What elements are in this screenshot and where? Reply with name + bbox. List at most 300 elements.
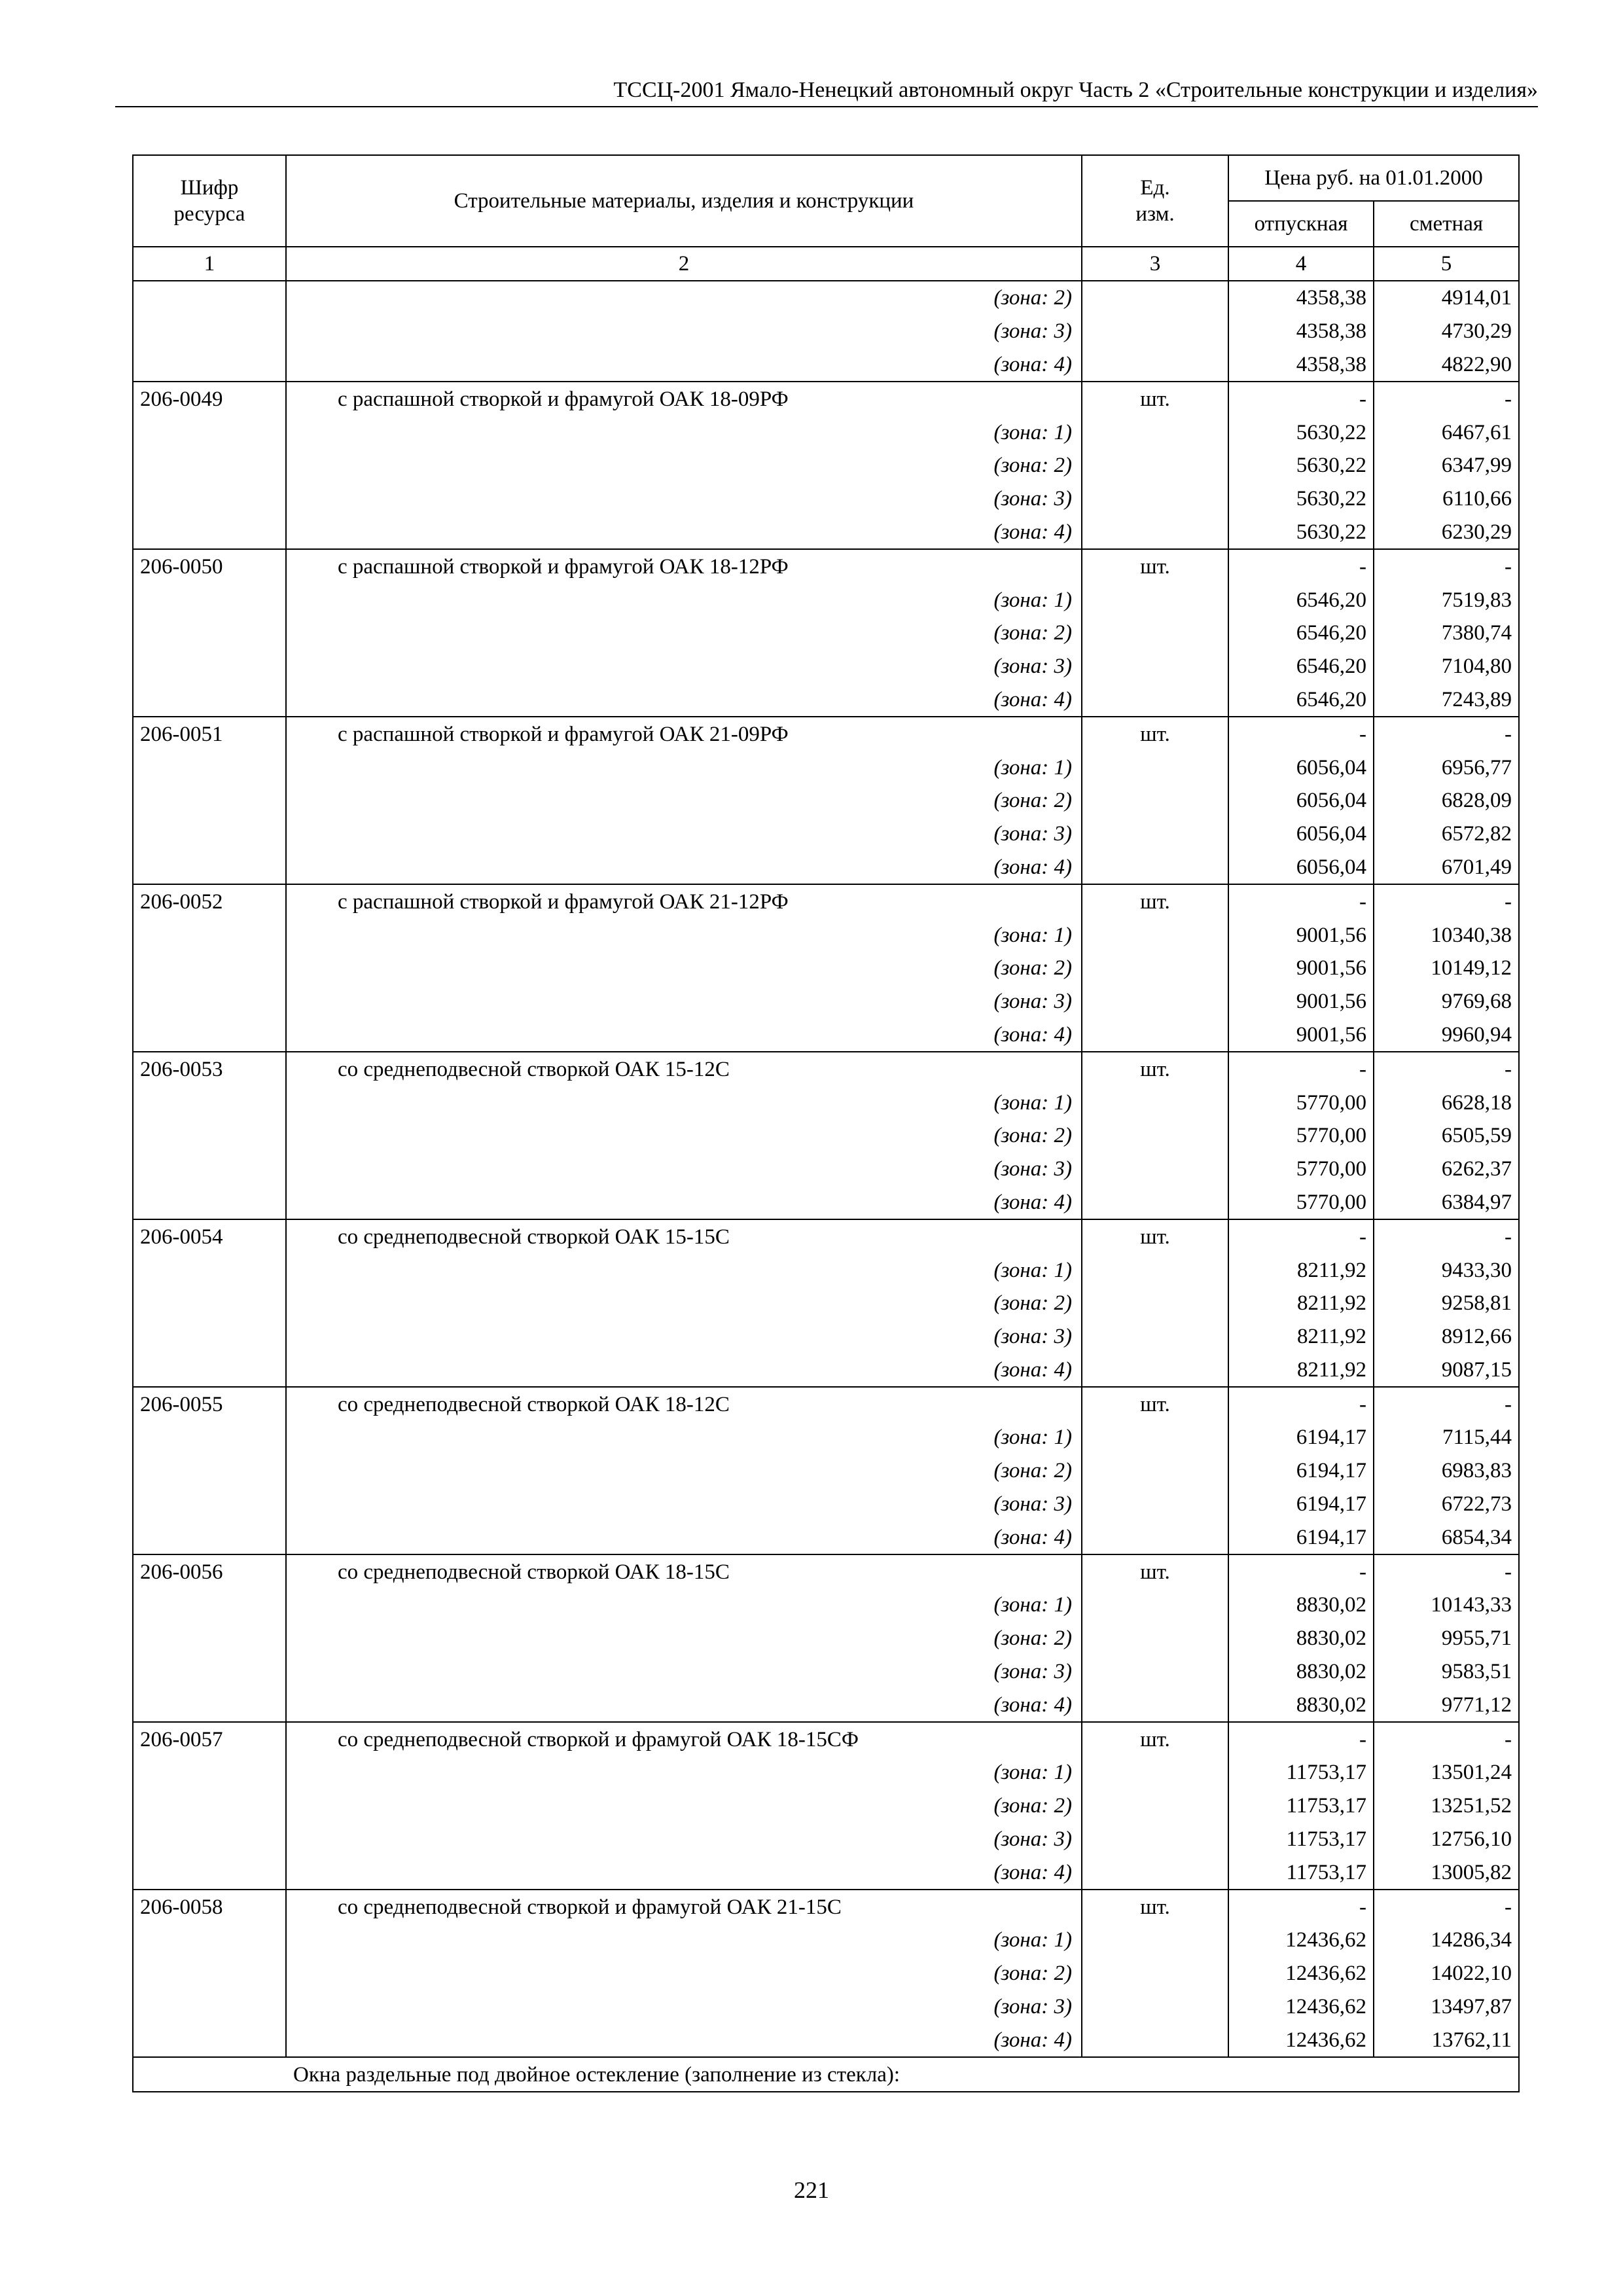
zone-row xyxy=(133,1688,1519,1722)
zone-label: (зона: 1) xyxy=(286,1253,1082,1287)
zone-label: (зона: 4) xyxy=(286,1018,1082,1052)
column-number: 5 xyxy=(1374,247,1519,281)
item-row xyxy=(133,1890,1519,1924)
code-cell xyxy=(133,1789,286,1823)
unit-cell xyxy=(1082,1421,1228,1454)
zone-label: (зона: 3) xyxy=(286,1488,1082,1521)
item-name: со среднеподвесной створкой и фрамугой ОАК 18-15СФ xyxy=(286,1722,1082,1756)
unit-cell xyxy=(1082,1520,1228,1554)
unit-cell xyxy=(1082,1756,1228,1789)
estimate-price: 9583,51 xyxy=(1374,1655,1519,1689)
code-cell xyxy=(133,952,286,985)
code-cell xyxy=(133,1086,286,1119)
header-estimate: сметная xyxy=(1374,201,1519,247)
resource-code: 206-0049 xyxy=(133,382,286,416)
unit-cell xyxy=(1082,784,1228,817)
zone-label: (зона: 2) xyxy=(286,1789,1082,1823)
zone-row xyxy=(133,1253,1519,1287)
code-cell xyxy=(133,918,286,952)
zone-label: (зона: 4) xyxy=(286,348,1082,382)
unit-cell xyxy=(1082,449,1228,482)
release-price: 6546,20 xyxy=(1228,650,1374,683)
resource-code: 206-0050 xyxy=(133,549,286,583)
release-price: 9001,56 xyxy=(1228,1018,1374,1052)
page-number: 221 xyxy=(794,2177,829,2203)
zone-label: (зона: 3) xyxy=(286,1655,1082,1689)
unit-cell xyxy=(1082,851,1228,885)
column-numbers-row xyxy=(133,247,1519,281)
unit-cell xyxy=(1082,315,1228,348)
zone-label: (зона: 1) xyxy=(286,751,1082,784)
zone-label: (зона: 3) xyxy=(286,650,1082,683)
unit-cell xyxy=(1082,617,1228,650)
item-unit: шт. xyxy=(1082,1052,1228,1086)
unit-cell xyxy=(1082,1588,1228,1622)
resource-code: 206-0051 xyxy=(133,717,286,751)
code-cell xyxy=(133,516,286,550)
estimate-price: - xyxy=(1374,1052,1519,1086)
code-cell xyxy=(133,851,286,885)
resource-code: 206-0056 xyxy=(133,1554,286,1588)
code-cell xyxy=(133,1823,286,1856)
estimate-price: 13005,82 xyxy=(1374,1856,1519,1890)
zone-row xyxy=(133,1622,1519,1655)
zone-label: (зона: 4) xyxy=(286,1856,1082,1890)
code-cell xyxy=(133,1354,286,1388)
estimate-price: 10143,33 xyxy=(1374,1588,1519,1622)
zone-label: (зона: 4) xyxy=(286,1520,1082,1554)
code-cell xyxy=(133,751,286,784)
release-price: - xyxy=(1228,382,1374,416)
estimate-price: 6505,59 xyxy=(1374,1119,1519,1153)
zone-label: (зона: 2) xyxy=(286,1957,1082,1990)
header-unit: Ед. изм. xyxy=(1082,155,1228,247)
estimate-price: 9955,71 xyxy=(1374,1622,1519,1655)
resource-code: 206-0058 xyxy=(133,1890,286,1924)
zone-row xyxy=(133,449,1519,482)
zone-label: (зона: 4) xyxy=(286,1186,1082,1220)
zone-label: (зона: 3) xyxy=(286,1153,1082,1186)
unit-cell xyxy=(1082,1622,1228,1655)
item-name: со среднеподвесной створкой ОАК 18-15С xyxy=(286,1554,1082,1588)
code-cell xyxy=(133,1622,286,1655)
code-cell xyxy=(133,1756,286,1789)
unit-cell xyxy=(1082,1688,1228,1722)
code-cell xyxy=(133,985,286,1018)
item-unit: шт. xyxy=(1082,1554,1228,1588)
item-unit: шт. xyxy=(1082,884,1228,918)
release-price: 4358,38 xyxy=(1228,281,1374,315)
code-cell xyxy=(133,683,286,717)
zone-row xyxy=(133,416,1519,449)
estimate-price: 4730,29 xyxy=(1374,315,1519,348)
release-price: 5770,00 xyxy=(1228,1153,1374,1186)
code-cell xyxy=(133,1588,286,1622)
zone-row xyxy=(133,985,1519,1018)
unit-cell xyxy=(1082,918,1228,952)
release-price: 6546,20 xyxy=(1228,583,1374,617)
zone-label: (зона: 1) xyxy=(286,1756,1082,1789)
estimate-price: - xyxy=(1374,717,1519,751)
estimate-price: 6347,99 xyxy=(1374,449,1519,482)
release-price: - xyxy=(1228,1890,1374,1924)
zone-row xyxy=(133,650,1519,683)
code-cell xyxy=(133,583,286,617)
unit-cell xyxy=(1082,650,1228,683)
zone-label: (зона: 1) xyxy=(286,583,1082,617)
zone-label: (зона: 2) xyxy=(286,617,1082,650)
resource-code: 206-0054 xyxy=(133,1219,286,1253)
release-price: 5630,22 xyxy=(1228,516,1374,550)
zone-label: (зона: 2) xyxy=(286,952,1082,985)
code-cell xyxy=(133,650,286,683)
release-price: 12436,62 xyxy=(1228,1990,1374,2024)
unit-cell xyxy=(1082,985,1228,1018)
unit-cell xyxy=(1082,348,1228,382)
unit-cell xyxy=(1082,1253,1228,1287)
code-cell xyxy=(133,315,286,348)
unit-cell xyxy=(1082,683,1228,717)
resource-code: 206-0053 xyxy=(133,1052,286,1086)
zone-row xyxy=(133,851,1519,885)
header-price: Цена руб. на 01.01.2000 xyxy=(1228,155,1519,201)
column-number: 3 xyxy=(1082,247,1228,281)
estimate-price: - xyxy=(1374,1219,1519,1253)
code-cell xyxy=(133,1924,286,1957)
item-row xyxy=(133,382,1519,416)
estimate-price: 6467,61 xyxy=(1374,416,1519,449)
estimate-price: 6828,09 xyxy=(1374,784,1519,817)
item-unit: шт. xyxy=(1082,717,1228,751)
unit-cell xyxy=(1082,1655,1228,1689)
release-price: 6056,04 xyxy=(1228,784,1374,817)
zone-row xyxy=(133,918,1519,952)
header-name: Строительные материалы, изделия и конструкции xyxy=(286,155,1082,247)
estimate-price: 6230,29 xyxy=(1374,516,1519,550)
zone-label: (зона: 2) xyxy=(286,784,1082,817)
estimate-price: 6384,97 xyxy=(1374,1186,1519,1220)
zone-row xyxy=(133,315,1519,348)
zone-row xyxy=(133,516,1519,550)
estimate-price: 6628,18 xyxy=(1374,1086,1519,1119)
unit-cell xyxy=(1082,416,1228,449)
estimate-price: - xyxy=(1374,382,1519,416)
code-cell xyxy=(133,482,286,516)
code-cell xyxy=(133,1119,286,1153)
estimate-price: - xyxy=(1374,1387,1519,1421)
code-cell xyxy=(133,1320,286,1354)
release-price: 12436,62 xyxy=(1228,2023,1374,2057)
unit-cell xyxy=(1082,1153,1228,1186)
unit-cell xyxy=(1082,1454,1228,1488)
item-row xyxy=(133,549,1519,583)
release-price: 6056,04 xyxy=(1228,851,1374,885)
release-price: 6194,17 xyxy=(1228,1520,1374,1554)
zone-row xyxy=(133,952,1519,985)
column-number: 4 xyxy=(1228,247,1374,281)
release-price: 4358,38 xyxy=(1228,315,1374,348)
estimate-price: 10340,38 xyxy=(1374,918,1519,952)
code-cell xyxy=(133,449,286,482)
zone-row xyxy=(133,348,1519,382)
zone-label: (зона: 4) xyxy=(286,683,1082,717)
item-unit: шт. xyxy=(1082,382,1228,416)
code-cell xyxy=(133,1856,286,1890)
unit-cell xyxy=(1082,952,1228,985)
zone-row xyxy=(133,1924,1519,1957)
release-price: - xyxy=(1228,1387,1374,1421)
estimate-price: 6854,34 xyxy=(1374,1520,1519,1554)
column-number: 1 xyxy=(133,247,286,281)
release-price: - xyxy=(1228,549,1374,583)
unit-cell xyxy=(1082,2023,1228,2057)
estimate-price: 14286,34 xyxy=(1374,1924,1519,1957)
zone-row xyxy=(133,1018,1519,1052)
code-cell xyxy=(133,1018,286,1052)
zone-row xyxy=(133,1354,1519,1388)
estimate-price: 9960,94 xyxy=(1374,1018,1519,1052)
zone-row xyxy=(133,751,1519,784)
unit-cell xyxy=(1082,1186,1228,1220)
zone-label: (зона: 3) xyxy=(286,817,1082,851)
section-heading: Окна раздельные под двойное остекление (заполнение из стекла): xyxy=(133,2057,1519,2092)
code-cell xyxy=(133,2023,286,2057)
zone-label: (зона: 4) xyxy=(286,516,1082,550)
release-price: 9001,56 xyxy=(1228,918,1374,952)
item-unit: шт. xyxy=(1082,549,1228,583)
zone-label: (зона: 2) xyxy=(286,1287,1082,1320)
estimate-price: 6262,37 xyxy=(1374,1153,1519,1186)
release-price: 6056,04 xyxy=(1228,751,1374,784)
item-name: с распашной створкой и фрамугой ОАК 21-12РФ xyxy=(286,884,1082,918)
unit-cell xyxy=(1082,482,1228,516)
estimate-price: 6956,77 xyxy=(1374,751,1519,784)
estimate-price: 9258,81 xyxy=(1374,1287,1519,1320)
release-price: 8211,92 xyxy=(1228,1320,1374,1354)
code-cell xyxy=(133,1186,286,1220)
release-price: 8830,02 xyxy=(1228,1688,1374,1722)
zone-label: (зона: 1) xyxy=(286,1924,1082,1957)
unit-cell xyxy=(1082,281,1228,315)
code-cell xyxy=(133,281,286,315)
zone-row xyxy=(133,1454,1519,1488)
release-price: 6056,04 xyxy=(1228,817,1374,851)
zone-row xyxy=(133,1789,1519,1823)
zone-row xyxy=(133,817,1519,851)
code-cell xyxy=(133,1421,286,1454)
estimate-price: - xyxy=(1374,1554,1519,1588)
item-row xyxy=(133,1722,1519,1756)
estimate-price: - xyxy=(1374,884,1519,918)
estimate-price: 7104,80 xyxy=(1374,650,1519,683)
release-price: 6546,20 xyxy=(1228,617,1374,650)
zone-label: (зона: 3) xyxy=(286,1990,1082,2024)
item-name: с распашной створкой и фрамугой ОАК 18-12РФ xyxy=(286,549,1082,583)
estimate-price: 6572,82 xyxy=(1374,817,1519,851)
code-cell xyxy=(133,1520,286,1554)
item-row xyxy=(133,1387,1519,1421)
unit-cell xyxy=(1082,1990,1228,2024)
unit-cell xyxy=(1082,1018,1228,1052)
estimate-price: 9433,30 xyxy=(1374,1253,1519,1287)
zone-row xyxy=(133,1520,1519,1554)
running-header: ТССЦ-2001 Ямало-Ненецкий автономный округ Часть 2 «Строительные конструкции и изделия» xyxy=(115,77,1538,107)
resource-code: 206-0052 xyxy=(133,884,286,918)
estimate-price: 9769,68 xyxy=(1374,985,1519,1018)
release-price: 6546,20 xyxy=(1228,683,1374,717)
release-price: 8830,02 xyxy=(1228,1622,1374,1655)
estimate-price: 9087,15 xyxy=(1374,1354,1519,1388)
zone-row xyxy=(133,683,1519,717)
zone-row xyxy=(133,1086,1519,1119)
estimate-price: 7243,89 xyxy=(1374,683,1519,717)
release-price: 5630,22 xyxy=(1228,416,1374,449)
zone-label: (зона: 2) xyxy=(286,1622,1082,1655)
release-price: 12436,62 xyxy=(1228,1957,1374,1990)
zone-label: (зона: 4) xyxy=(286,1354,1082,1388)
estimate-price: 6983,83 xyxy=(1374,1454,1519,1488)
code-cell xyxy=(133,1253,286,1287)
item-row xyxy=(133,717,1519,751)
zone-row xyxy=(133,1421,1519,1454)
zone-row xyxy=(133,1990,1519,2024)
zone-row xyxy=(133,583,1519,617)
estimate-price: 13251,52 xyxy=(1374,1789,1519,1823)
release-price: 8830,02 xyxy=(1228,1655,1374,1689)
estimate-price: 9771,12 xyxy=(1374,1688,1519,1722)
zone-row xyxy=(133,1320,1519,1354)
item-row xyxy=(133,884,1519,918)
code-cell xyxy=(133,348,286,382)
item-name: с распашной створкой и фрамугой ОАК 18-09РФ xyxy=(286,382,1082,416)
item-name: со среднеподвесной створкой и фрамугой ОАК 21-15С xyxy=(286,1890,1082,1924)
zone-label: (зона: 2) xyxy=(286,449,1082,482)
price-table xyxy=(132,154,1520,2092)
table-body xyxy=(133,281,1519,2092)
estimate-price: 4914,01 xyxy=(1374,281,1519,315)
zone-label: (зона: 1) xyxy=(286,1421,1082,1454)
unit-cell xyxy=(1082,1789,1228,1823)
zone-label: (зона: 1) xyxy=(286,1086,1082,1119)
zone-label: (зона: 1) xyxy=(286,416,1082,449)
release-price: 5770,00 xyxy=(1228,1119,1374,1153)
zone-label: (зона: 4) xyxy=(286,851,1082,885)
unit-cell xyxy=(1082,1924,1228,1957)
zone-row xyxy=(133,281,1519,315)
zone-label: (зона: 2) xyxy=(286,281,1082,315)
unit-cell xyxy=(1082,1320,1228,1354)
code-cell xyxy=(133,1957,286,1990)
code-cell xyxy=(133,416,286,449)
zone-label: (зона: 3) xyxy=(286,1320,1082,1354)
zone-label: (зона: 1) xyxy=(286,918,1082,952)
zone-row xyxy=(133,482,1519,516)
zone-row xyxy=(133,1957,1519,1990)
estimate-price: 12756,10 xyxy=(1374,1823,1519,1856)
release-price: 8830,02 xyxy=(1228,1588,1374,1622)
zone-row xyxy=(133,1588,1519,1622)
release-price: - xyxy=(1228,1554,1374,1588)
item-name: со среднеподвесной створкой ОАК 18-12С xyxy=(286,1387,1082,1421)
estimate-price: 13762,11 xyxy=(1374,2023,1519,2057)
zone-row xyxy=(133,1488,1519,1521)
code-cell xyxy=(133,1488,286,1521)
estimate-price: 6722,73 xyxy=(1374,1488,1519,1521)
code-cell xyxy=(133,1688,286,1722)
item-row xyxy=(133,1052,1519,1086)
release-price: 6194,17 xyxy=(1228,1488,1374,1521)
unit-cell xyxy=(1082,751,1228,784)
release-price: 5770,00 xyxy=(1228,1186,1374,1220)
release-price: 9001,56 xyxy=(1228,952,1374,985)
unit-cell xyxy=(1082,583,1228,617)
estimate-price: - xyxy=(1374,1890,1519,1924)
resource-code: 206-0055 xyxy=(133,1387,286,1421)
zone-row xyxy=(133,1119,1519,1153)
item-name: со среднеподвесной створкой ОАК 15-12С xyxy=(286,1052,1082,1086)
release-price: - xyxy=(1228,717,1374,751)
estimate-price: - xyxy=(1374,1722,1519,1756)
zone-label: (зона: 3) xyxy=(286,315,1082,348)
unit-cell xyxy=(1082,1957,1228,1990)
item-row xyxy=(133,1219,1519,1253)
zone-label: (зона: 1) xyxy=(286,1588,1082,1622)
release-price: 6194,17 xyxy=(1228,1454,1374,1488)
release-price: 5770,00 xyxy=(1228,1086,1374,1119)
estimate-price: 13497,87 xyxy=(1374,1990,1519,2024)
release-price: 11753,17 xyxy=(1228,1856,1374,1890)
code-cell xyxy=(133,1454,286,1488)
release-price: 8211,92 xyxy=(1228,1253,1374,1287)
column-number: 2 xyxy=(286,247,1082,281)
release-price: 12436,62 xyxy=(1228,1924,1374,1957)
unit-cell xyxy=(1082,516,1228,550)
item-name: с распашной створкой и фрамугой ОАК 21-09РФ xyxy=(286,717,1082,751)
release-price: 11753,17 xyxy=(1228,1823,1374,1856)
item-name: со среднеподвесной створкой ОАК 15-15С xyxy=(286,1219,1082,1253)
zone-row xyxy=(133,1655,1519,1689)
estimate-price: 7115,44 xyxy=(1374,1421,1519,1454)
release-price: 6194,17 xyxy=(1228,1421,1374,1454)
unit-cell xyxy=(1082,1856,1228,1890)
release-price: 8211,92 xyxy=(1228,1287,1374,1320)
release-price: 5630,22 xyxy=(1228,482,1374,516)
release-price: 11753,17 xyxy=(1228,1789,1374,1823)
estimate-price: 8912,66 xyxy=(1374,1320,1519,1354)
estimate-price: 10149,12 xyxy=(1374,952,1519,985)
zone-row xyxy=(133,1186,1519,1220)
zone-label: (зона: 2) xyxy=(286,1119,1082,1153)
item-unit: шт. xyxy=(1082,1387,1228,1421)
unit-cell xyxy=(1082,1823,1228,1856)
zone-row xyxy=(133,1756,1519,1789)
zone-label: (зона: 3) xyxy=(286,985,1082,1018)
release-price: 8211,92 xyxy=(1228,1354,1374,1388)
header-release: отпускная xyxy=(1228,201,1374,247)
code-cell xyxy=(133,784,286,817)
zone-row xyxy=(133,1823,1519,1856)
zone-label: (зона: 4) xyxy=(286,1688,1082,1722)
estimate-price: 6110,66 xyxy=(1374,482,1519,516)
zone-label: (зона: 3) xyxy=(286,482,1082,516)
code-cell xyxy=(133,617,286,650)
zone-row xyxy=(133,1153,1519,1186)
item-row xyxy=(133,1554,1519,1588)
zone-label: (зона: 4) xyxy=(286,2023,1082,2057)
estimate-price: 4822,90 xyxy=(1374,348,1519,382)
estimate-price: - xyxy=(1374,549,1519,583)
section-heading-row xyxy=(133,2057,1519,2092)
